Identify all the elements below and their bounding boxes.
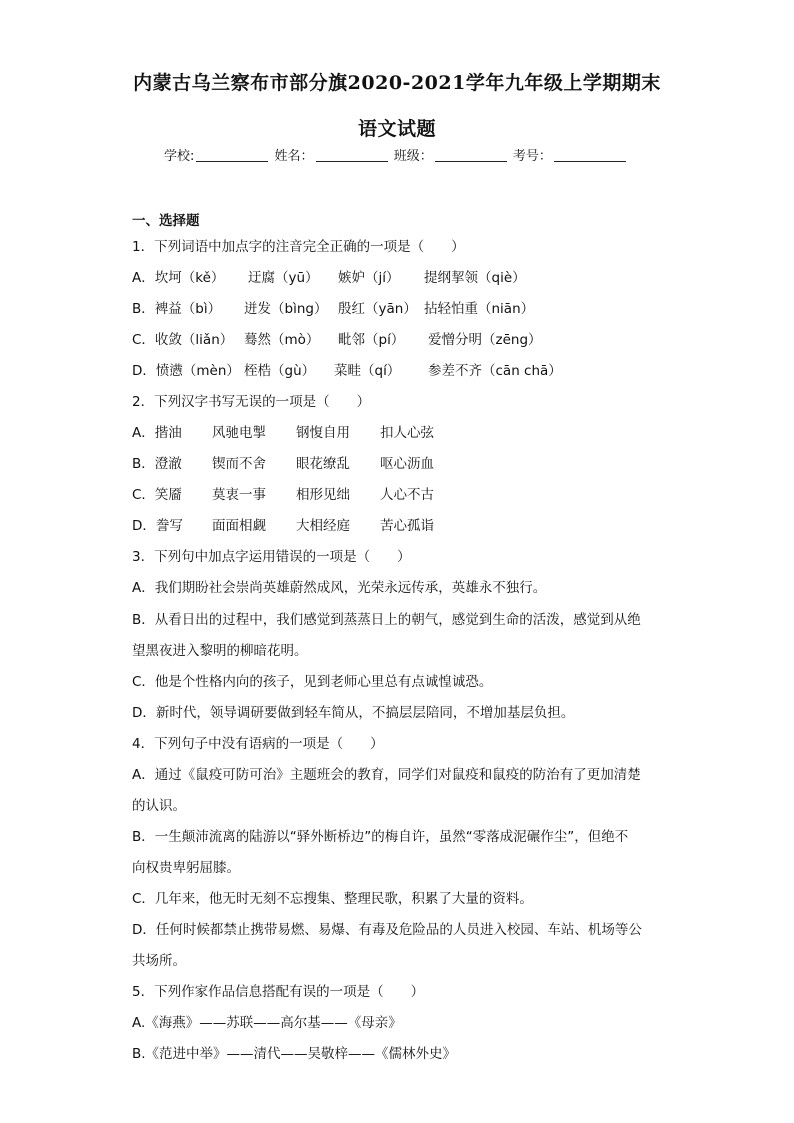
class-label: 班级：: [393, 149, 433, 164]
q3-option-b-line1: B．从看日出的过程中，我们感觉到蒸蒸日上的朝气，感觉到生命的活泼，感觉到从绝: [132, 612, 641, 628]
q4-option-d-line1: D．任何时候都禁止携带易燃、易爆、有毒及危险品的人员进入校园、车站、机场等公: [132, 922, 642, 938]
q4-option-a-line1: A．通过《鼠疫可防可治》主题班会的教育，同学们对鼠疫和鼠疫的防治有了更加清楚: [132, 767, 641, 783]
q3-option-c: C．他是个性格内向的孩子，见到老师心里总有点诚惶诚恐。: [132, 674, 493, 690]
q1-option-d: D．愤懑（mèn） 桎梏（gù） 菜畦（qí） 参差不齐（cān chā）: [132, 363, 562, 379]
exam-title-line1: 内蒙古乌兰察布市部分旗2020-2021学年九年级上学期期末: [133, 72, 661, 94]
q1-stem: 1．下列词语中加点字的注音完全正确的一项是（ ）: [132, 239, 465, 255]
school-blank[interactable]: [196, 147, 268, 162]
q2-option-b: B．澄澈 锲而不舍 眼花缭乱 呕心沥血: [132, 456, 434, 472]
q2-stem: 2．下列汉字书写无误的一项是（ ）: [132, 394, 371, 410]
q1-option-c: C．收敛（liǎn） 蓦然（mò） 毗邻（pí） 爱憎分明（zēng）: [132, 332, 542, 348]
q2-option-c: C．笑靥 莫衷一事 相形见绌 人心不古: [132, 487, 434, 503]
school-label: 学校:: [164, 149, 195, 164]
student-info-row: [164, 145, 628, 164]
number-blank[interactable]: [554, 147, 626, 162]
q3-option-d: D．新时代，领导调研要做到轻车简从，不搞层层陪同，不增加基层负担。: [132, 705, 575, 721]
q4-option-b-line1: B．一生颠沛流离的陆游以“驿外断桥边”的梅自许，虽然“零落成泥碾作尘”，但绝不: [132, 829, 629, 845]
q4-option-d-line2: 共场所。: [132, 953, 186, 969]
q4-stem: 4．下列句子中没有语病的一项是（ ）: [132, 736, 384, 752]
q4-option-b-line2: 向权贵卑躬屈膝。: [132, 860, 240, 876]
q1-option-b: B．裨益（bì） 迸发（bìng） 殷红（yān） 拈轻怕重（niān）: [132, 301, 535, 317]
section-heading: 一、选择题: [132, 213, 200, 229]
q1-option-a: A．坎坷（kě） 迂腐（yū） 嫉妒（jí） 提纲挈领（qiè）: [132, 270, 526, 286]
q5-stem: 5．下列作家作品信息搭配有误的一项是（ ）: [132, 984, 425, 1000]
q5-option-b: B.《范进中举》——清代——吴敬梓——《儒林外史》: [132, 1046, 457, 1062]
q5-option-a: A.《海燕》——苏联——高尔基——《母亲》: [132, 1015, 402, 1031]
name-blank[interactable]: [316, 147, 388, 162]
q2-option-d: D．誊写 面面相觑 大相经庭 苦心孤诣: [132, 518, 434, 534]
class-blank[interactable]: [435, 147, 507, 162]
name-label: 姓名：: [274, 149, 314, 164]
q3-option-a: A．我们期盼社会崇尚英雄蔚然成风，光荣永远传承，英雄永不独行。: [132, 580, 547, 596]
exam-title-line2: 语文试题: [357, 118, 436, 140]
number-label: 考号：: [512, 149, 552, 164]
q3-stem: 3．下列句中加点字运用错误的一项是（ ）: [132, 549, 411, 565]
q4-option-a-line2: 的认识。: [132, 798, 186, 814]
q2-option-a: A．揩油 风驰电掣 钢愎自用 扣人心弦: [132, 425, 434, 441]
q4-option-c: C．几年来，他无时无刻不忘搜集、整理民歌，积累了大量的资料。: [132, 891, 533, 907]
q3-option-b-line2: 望黑夜进入黎明的柳暗花明。: [132, 643, 308, 659]
